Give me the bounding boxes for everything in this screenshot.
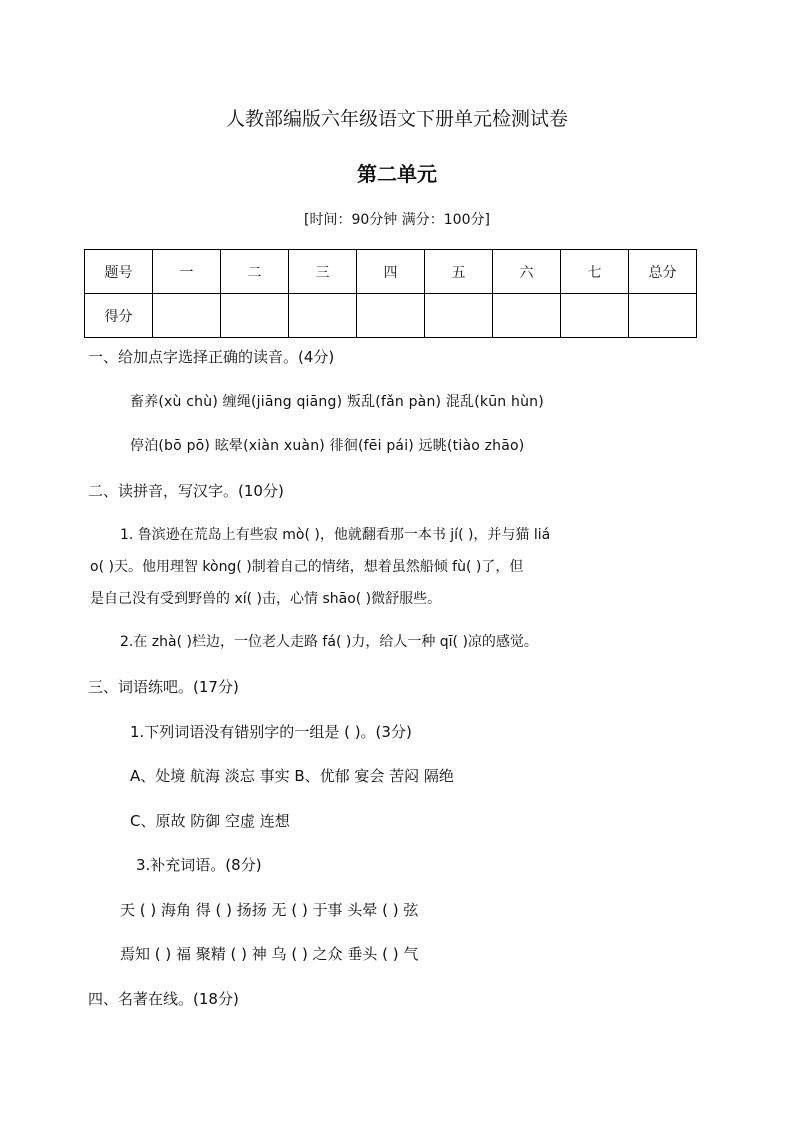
score-cell[interactable] (289, 294, 357, 338)
section-3-q1-options-ab: A、处境 航海 淡忘 事实 B、优郁 宴会 苦闷 隔绝 (130, 767, 454, 785)
header-cell: 七 (561, 250, 629, 294)
section-2-p1-line-1: 1. 鲁滨逊在荒岛上有些寂 mò( )，他就翻看那一本书 jí( )，并与猫 liá (120, 527, 551, 543)
header-cell: 总分 (629, 250, 697, 294)
header-cell: 五 (425, 250, 493, 294)
section-2-p1-line-2: o( )天。他用理智 kòng( )制着自己的情绪，想着虽然船倾 fù( )了，但 (90, 559, 524, 575)
section-3-q3: 3.补充词语。(8分) (136, 856, 262, 874)
section-1-line-2: 停泊(bō pō) 眩晕(xiàn xuàn) 徘徊(fēi pái) 远眺(tiào zhāo) (130, 438, 525, 454)
score-table-header-row (85, 250, 697, 294)
score-table (84, 249, 697, 338)
exam-info: [时间：90分钟 满分：100分] (304, 212, 490, 228)
header-cell: 四 (357, 250, 425, 294)
row-label-cell: 得分 (85, 294, 153, 338)
header-cell: 六 (493, 250, 561, 294)
score-cell[interactable] (357, 294, 425, 338)
section-3-q3-line-1: 天 ( ) 海角 得 ( ) 扬扬 无 ( ) 于事 头晕 ( ) 弦 (120, 901, 419, 919)
header-cell: 一 (153, 250, 221, 294)
section-3-heading: 三、词语练吧。(17分) (88, 678, 239, 696)
unit-title: 第二单元 (357, 162, 437, 186)
section-3-q1: 1.下列词语没有错别字的一组是 ( )。(3分) (130, 723, 412, 741)
score-cell[interactable] (493, 294, 561, 338)
section-3-q3-line-2: 焉知 ( ) 福 聚精 ( ) 神 乌 ( ) 之众 垂头 ( ) 气 (120, 945, 419, 963)
section-3-q1-option-c: C、原故 防御 空虚 连想 (130, 812, 290, 830)
section-1-heading: 一、给加点字选择正确的读音。(4分) (88, 348, 335, 366)
score-cell[interactable] (221, 294, 289, 338)
header-cell: 题号 (85, 250, 153, 294)
score-cell[interactable] (153, 294, 221, 338)
score-cell[interactable] (425, 294, 493, 338)
section-2-heading: 二、读拼音，写汉字。(10分) (88, 482, 284, 500)
section-1-line-1: 畜养(xù chù) 缠绳(jiāng qiāng) 叛乱(fǎn pàn) 混乱(kūn hùn) (130, 394, 544, 410)
header-cell: 三 (289, 250, 357, 294)
score-table-score-row (85, 294, 697, 338)
score-cell[interactable] (561, 294, 629, 338)
section-4-heading: 四、名著在线。(18分) (88, 990, 239, 1008)
exam-title: 人教部编版六年级语文下册单元检测试卷 (225, 108, 568, 130)
header-cell: 二 (221, 250, 289, 294)
score-cell[interactable] (629, 294, 697, 338)
section-2-p2: 2.在 zhà( )栏边，一位老人走路 fá( )力，给人一种 qī( )凉的感觉。 (120, 634, 538, 650)
section-2-p1-line-3: 是自己没有受到野兽的 xí( )击，心情 shāo( )微舒服些。 (90, 591, 442, 607)
